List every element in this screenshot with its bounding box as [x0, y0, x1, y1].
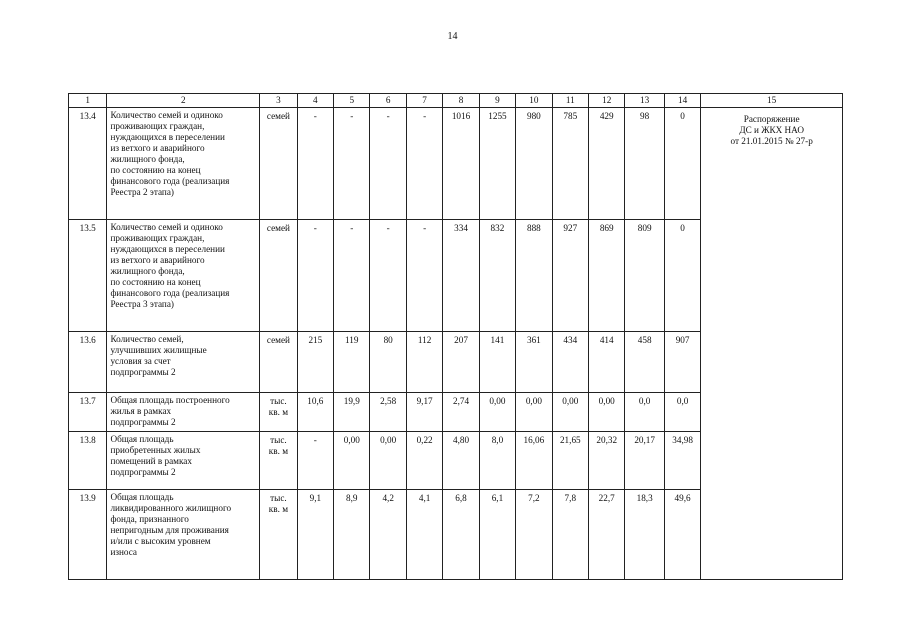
value-cell: 8,9 — [334, 490, 370, 580]
unit-cell: тыс. кв. м — [260, 432, 297, 490]
indicator-cell: Количество семей и одиноко проживающих граждан, нуждающихся в переселении из ветхого и аварийного жилищного фонда, по состоянию на конец финансового года (реализация Реестра 2 этапа) — [107, 108, 260, 220]
indicator-cell: Общая площадь приобретенных жилых помещений в рамках подпрограммы 2 — [107, 432, 260, 490]
value-cell: 361 — [516, 332, 552, 393]
value-cell: 429 — [589, 108, 625, 220]
value-cell: 414 — [589, 332, 625, 393]
value-cell: - — [370, 108, 406, 220]
value-cell: 0 — [664, 108, 700, 220]
value-cell: - — [406, 108, 442, 220]
row-number-cell: 13.7 — [69, 393, 107, 432]
source-document-cell: Распоряжение ДС и ЖКХ НАО от 21.01.2015 № 27-р — [701, 108, 843, 580]
value-cell: 907 — [664, 332, 700, 393]
value-cell: 927 — [552, 220, 588, 332]
table-row — [69, 108, 843, 220]
value-cell: - — [334, 220, 370, 332]
header-cell-13: 13 — [625, 94, 664, 108]
header-row — [69, 94, 843, 108]
value-cell: 16,06 — [516, 432, 552, 490]
page-number: 14 — [447, 31, 458, 42]
header-cell-15: 15 — [701, 94, 843, 108]
header-cell-1: 1 — [69, 94, 107, 108]
header-cell-9: 9 — [479, 94, 515, 108]
value-cell: 980 — [516, 108, 552, 220]
unit-cell: тыс. кв. м — [260, 393, 297, 432]
value-cell: 8,0 — [479, 432, 515, 490]
value-cell: 6,8 — [443, 490, 479, 580]
value-cell: 334 — [443, 220, 479, 332]
value-cell: 207 — [443, 332, 479, 393]
value-cell: 10,6 — [297, 393, 333, 432]
value-cell: 215 — [297, 332, 333, 393]
value-cell: - — [406, 220, 442, 332]
value-cell: 0,00 — [516, 393, 552, 432]
value-cell: 9,17 — [406, 393, 442, 432]
value-cell: 888 — [516, 220, 552, 332]
value-cell: 18,3 — [625, 490, 664, 580]
value-cell: 4,2 — [370, 490, 406, 580]
value-cell: 0,22 — [406, 432, 442, 490]
value-cell: 785 — [552, 108, 588, 220]
header-cell-14: 14 — [664, 94, 700, 108]
value-cell: 1255 — [479, 108, 515, 220]
value-cell: 119 — [334, 332, 370, 393]
row-number-cell: 13.4 — [69, 108, 107, 220]
value-cell: 0,00 — [479, 393, 515, 432]
value-cell: 98 — [625, 108, 664, 220]
value-cell: 19,9 — [334, 393, 370, 432]
value-cell: 0,00 — [370, 432, 406, 490]
row-number-cell: 13.5 — [69, 220, 107, 332]
indicator-cell: Количество семей и одиноко проживающих граждан, нуждающихся в переселении из ветхого и аварийного жилищного фонда, по состоянию на конец финансового года (реализация Реестра 3 этапа) — [107, 220, 260, 332]
value-cell: 832 — [479, 220, 515, 332]
indicator-cell: Общая площадь построенного жилья в рамках подпрограммы 2 — [107, 393, 260, 432]
value-cell: 7,2 — [516, 490, 552, 580]
unit-cell: семей — [260, 220, 297, 332]
value-cell: 809 — [625, 220, 664, 332]
unit-cell: семей — [260, 108, 297, 220]
value-cell: 0,00 — [589, 393, 625, 432]
value-cell: - — [297, 220, 333, 332]
row-number-cell: 13.9 — [69, 490, 107, 580]
value-cell: 0 — [664, 220, 700, 332]
header-cell-5: 5 — [334, 94, 370, 108]
indicator-cell: Общая площадь ликвидированного жилищного фонда, признанного непригодным для проживания и/или с высоким уровнем износа — [107, 490, 260, 580]
value-cell: - — [334, 108, 370, 220]
header-cell-12: 12 — [589, 94, 625, 108]
value-cell: 4,80 — [443, 432, 479, 490]
value-cell: 1016 — [443, 108, 479, 220]
value-cell: 2,74 — [443, 393, 479, 432]
value-cell: 0,0 — [664, 393, 700, 432]
value-cell: 458 — [625, 332, 664, 393]
value-cell: 0,00 — [334, 432, 370, 490]
indicator-cell: Количество семей, улучшивших жилищные условия за счет подпрограммы 2 — [107, 332, 260, 393]
value-cell: 4,1 — [406, 490, 442, 580]
indicator-table — [68, 93, 843, 580]
value-cell: 0,0 — [625, 393, 664, 432]
value-cell: 869 — [589, 220, 625, 332]
value-cell: 22,7 — [589, 490, 625, 580]
header-cell-2: 2 — [107, 94, 260, 108]
value-cell: 49,6 — [664, 490, 700, 580]
header-cell-6: 6 — [370, 94, 406, 108]
unit-cell: семей — [260, 332, 297, 393]
unit-cell: тыс. кв. м — [260, 490, 297, 580]
value-cell: 80 — [370, 332, 406, 393]
value-cell: 20,32 — [589, 432, 625, 490]
value-cell: 7,8 — [552, 490, 588, 580]
row-number-cell: 13.6 — [69, 332, 107, 393]
value-cell: 141 — [479, 332, 515, 393]
value-cell: 434 — [552, 332, 588, 393]
value-cell: 34,98 — [664, 432, 700, 490]
value-cell: 20,17 — [625, 432, 664, 490]
header-cell-4: 4 — [297, 94, 333, 108]
value-cell: 112 — [406, 332, 442, 393]
value-cell: - — [297, 432, 333, 490]
header-cell-3: 3 — [260, 94, 297, 108]
value-cell: - — [370, 220, 406, 332]
value-cell: 6,1 — [479, 490, 515, 580]
value-cell: 0,00 — [552, 393, 588, 432]
value-cell: 2,58 — [370, 393, 406, 432]
header-cell-11: 11 — [552, 94, 588, 108]
value-cell: 21,65 — [552, 432, 588, 490]
value-cell: 9,1 — [297, 490, 333, 580]
header-cell-10: 10 — [516, 94, 552, 108]
header-cell-8: 8 — [443, 94, 479, 108]
value-cell: - — [297, 108, 333, 220]
header-cell-7: 7 — [406, 94, 442, 108]
row-number-cell: 13.8 — [69, 432, 107, 490]
